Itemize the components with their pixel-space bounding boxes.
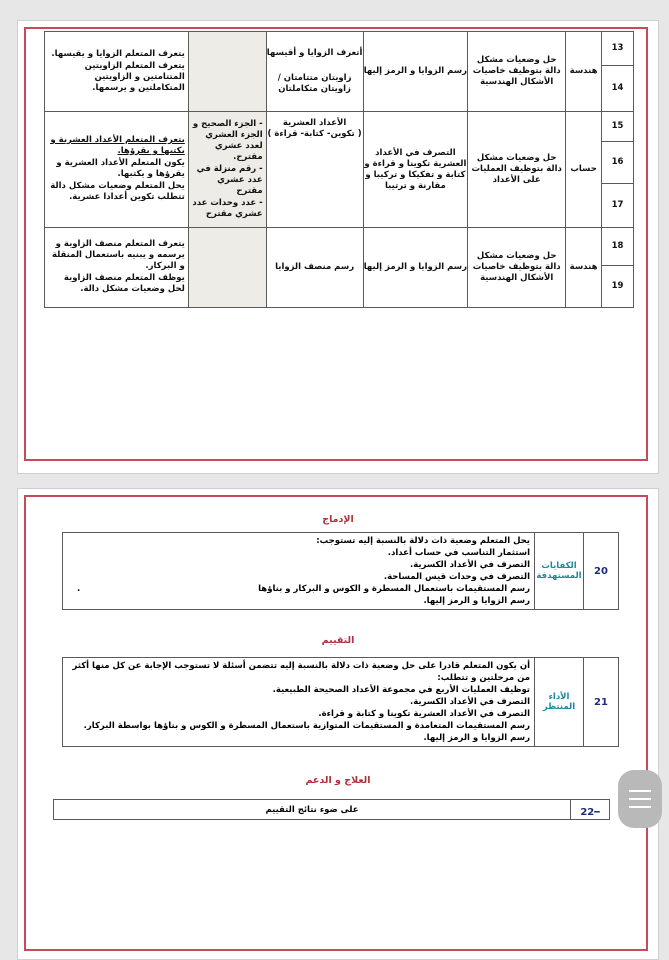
integration-line: رسم الزوايا و الرمز إليها. — [423, 596, 530, 606]
content-line: أتعرف الزوايا و أقيسها — [266, 48, 363, 58]
integration-text: رسم المستقيمات باستعمال المسطرة و الكوس و البركار و بناؤها — [258, 584, 530, 594]
row-number: 17 — [602, 184, 634, 228]
row-number: 13 — [602, 32, 634, 66]
row-number: 14 — [602, 66, 634, 112]
evaluation-table — [62, 657, 619, 747]
objective: يوظف المتعلم منصف الزاوية لحل وضعيات مشكل دالة. — [63, 273, 185, 294]
skill-cell: رسم الزوايا و الرمز إليها — [363, 32, 468, 112]
integration-line — [67, 583, 530, 595]
row-number: 16 — [602, 142, 634, 184]
curriculum-table — [44, 31, 634, 308]
integration-label: الكفايات المستهدفة — [535, 533, 584, 610]
content-sub: ( تكوين- كتابة- قراءة ) — [267, 129, 362, 139]
domain-cell: هندسة — [566, 32, 602, 112]
content-cell: رسم منصف الزوايا — [266, 228, 363, 308]
domain-cell: حساب — [566, 112, 602, 228]
objective: يتعرف المتعلم الأعداد العشرية و يكتبها و يقرؤها. — [50, 135, 185, 156]
integration-title: الإدماج — [322, 514, 354, 525]
page-1 — [17, 20, 659, 474]
evaluation-number: 21 — [584, 658, 619, 747]
objective: يتعرف المتعلم الزاويتين المتتامتين و الزاويتين المتكاملتين و يرسمها. — [84, 60, 185, 93]
row-number: 18 — [602, 228, 634, 266]
skill-cell: رسم الزوايا و الرمز إليها — [363, 228, 468, 308]
integration-table — [62, 532, 619, 610]
remediation-number-cell — [571, 800, 610, 820]
domain-cell: هندسة — [566, 228, 602, 308]
objective: يحل المتعلم وضعيات مشكل دالة تتطلب تكوين أعدادا عشرية. — [50, 181, 185, 202]
integration-line: يحل المتعلم وضعية ذات دلالة بالنسبة إليه تستوجب: — [316, 536, 530, 546]
integration-line: التصرف في وحدات قيس المساحة. — [383, 572, 530, 582]
evaluation-title: التقييم — [321, 635, 355, 646]
situation-cell: حل وضعيات مشكل دالة بتوظيف خاصيات الأشكال الهندسية — [468, 32, 566, 112]
situation-cell: حل وضعيات مشكل دالة بتوظيف خاصيات الأشكال الهندسية — [468, 228, 566, 308]
situation-cell: حل وضعيات مشكل دالة بتوظيف العمليات على الأعداد — [468, 112, 566, 228]
row-number: 19 — [602, 266, 634, 308]
remediation-title: العلاج و الدعم — [305, 775, 371, 786]
note: - الجزء الصحيح و الجزء العشري لعدد عشري مقترح. — [192, 118, 263, 162]
page-2 — [17, 488, 659, 960]
integration-number: 20 — [584, 533, 619, 610]
evaluation-line: رسم الزوايا و الرمز إليها. — [423, 733, 530, 743]
remediation-number: 22 — [580, 807, 595, 818]
objective: يكون المتعلم الأعداد العشرية و يقرؤها و يكتبها. — [56, 158, 185, 179]
content-title: الأعداد العشرية — [282, 118, 347, 128]
evaluation-line: رسم المستقيمات المتعامدة و المستقيمات المتوازية باستعمال المسطرة و الكوس و بناؤها بواسطة البركار. — [83, 721, 530, 731]
evaluation-label: الأداء المنتظر — [535, 658, 584, 747]
hamburger-menu-icon[interactable] — [618, 770, 662, 828]
notes-cell — [188, 228, 266, 308]
evaluation-lines — [63, 658, 535, 747]
evaluation-line: أن يكون المتعلم قادرا على حل وضعية ذات دلالة بالنسبة إليه تتضمن أسئلة لا تستوجب الإجابة عن كل منها أكثر من مرحلتين و تتطلب: — [72, 661, 530, 683]
remediation-table — [53, 799, 610, 820]
objective: يتعرف المتعلم منصف الزاوية و يرسمه و يبنيه باستعمال المنقلة و البركار. — [51, 239, 185, 271]
objective: يتعرف المتعلم الزوايا و يقيسها. — [51, 48, 185, 59]
content-line: زاويتان متتامتان / زاويتان متكاملتان — [277, 73, 352, 94]
objectives-cell — [45, 112, 189, 228]
integration-line: استثمار التناسب في حساب أعداد. — [387, 548, 530, 558]
remediation-text: على ضوء نتائج التقييم — [54, 800, 571, 820]
integration-dot: . — [77, 584, 81, 594]
notes-cell — [188, 112, 266, 228]
content-cell — [266, 32, 363, 112]
evaluation-line: التصرف في الأعداد العشرية تكوينا و كتابة و قراءة. — [318, 709, 530, 719]
note: - رقم منزلة في عدد عشري مقترح — [196, 163, 263, 196]
evaluation-line: التصرف في الأعداد الكسرية. — [410, 697, 530, 707]
notes-cell — [188, 32, 266, 112]
note: - عدد وحدات عدد عشري مقترح — [192, 197, 263, 219]
row-number: 15 — [602, 112, 634, 142]
arrow-icon: ━ — [594, 808, 600, 818]
evaluation-line: توظيف العمليات الأربع في مجموعة الأعداد الصحيحة الطبيعية. — [272, 685, 530, 695]
objectives-cell — [45, 228, 189, 308]
objectives-cell — [45, 32, 189, 112]
skill-cell: التصرف في الأعداد العشرية تكوينا و قراءة و كتابة و تفكيكا و تركيبا و مقارنة و ترتيبا — [363, 112, 468, 228]
content-cell — [266, 112, 363, 228]
integration-line: التصرف في الأعداد الكسرية. — [410, 560, 530, 570]
integration-lines — [63, 533, 535, 610]
